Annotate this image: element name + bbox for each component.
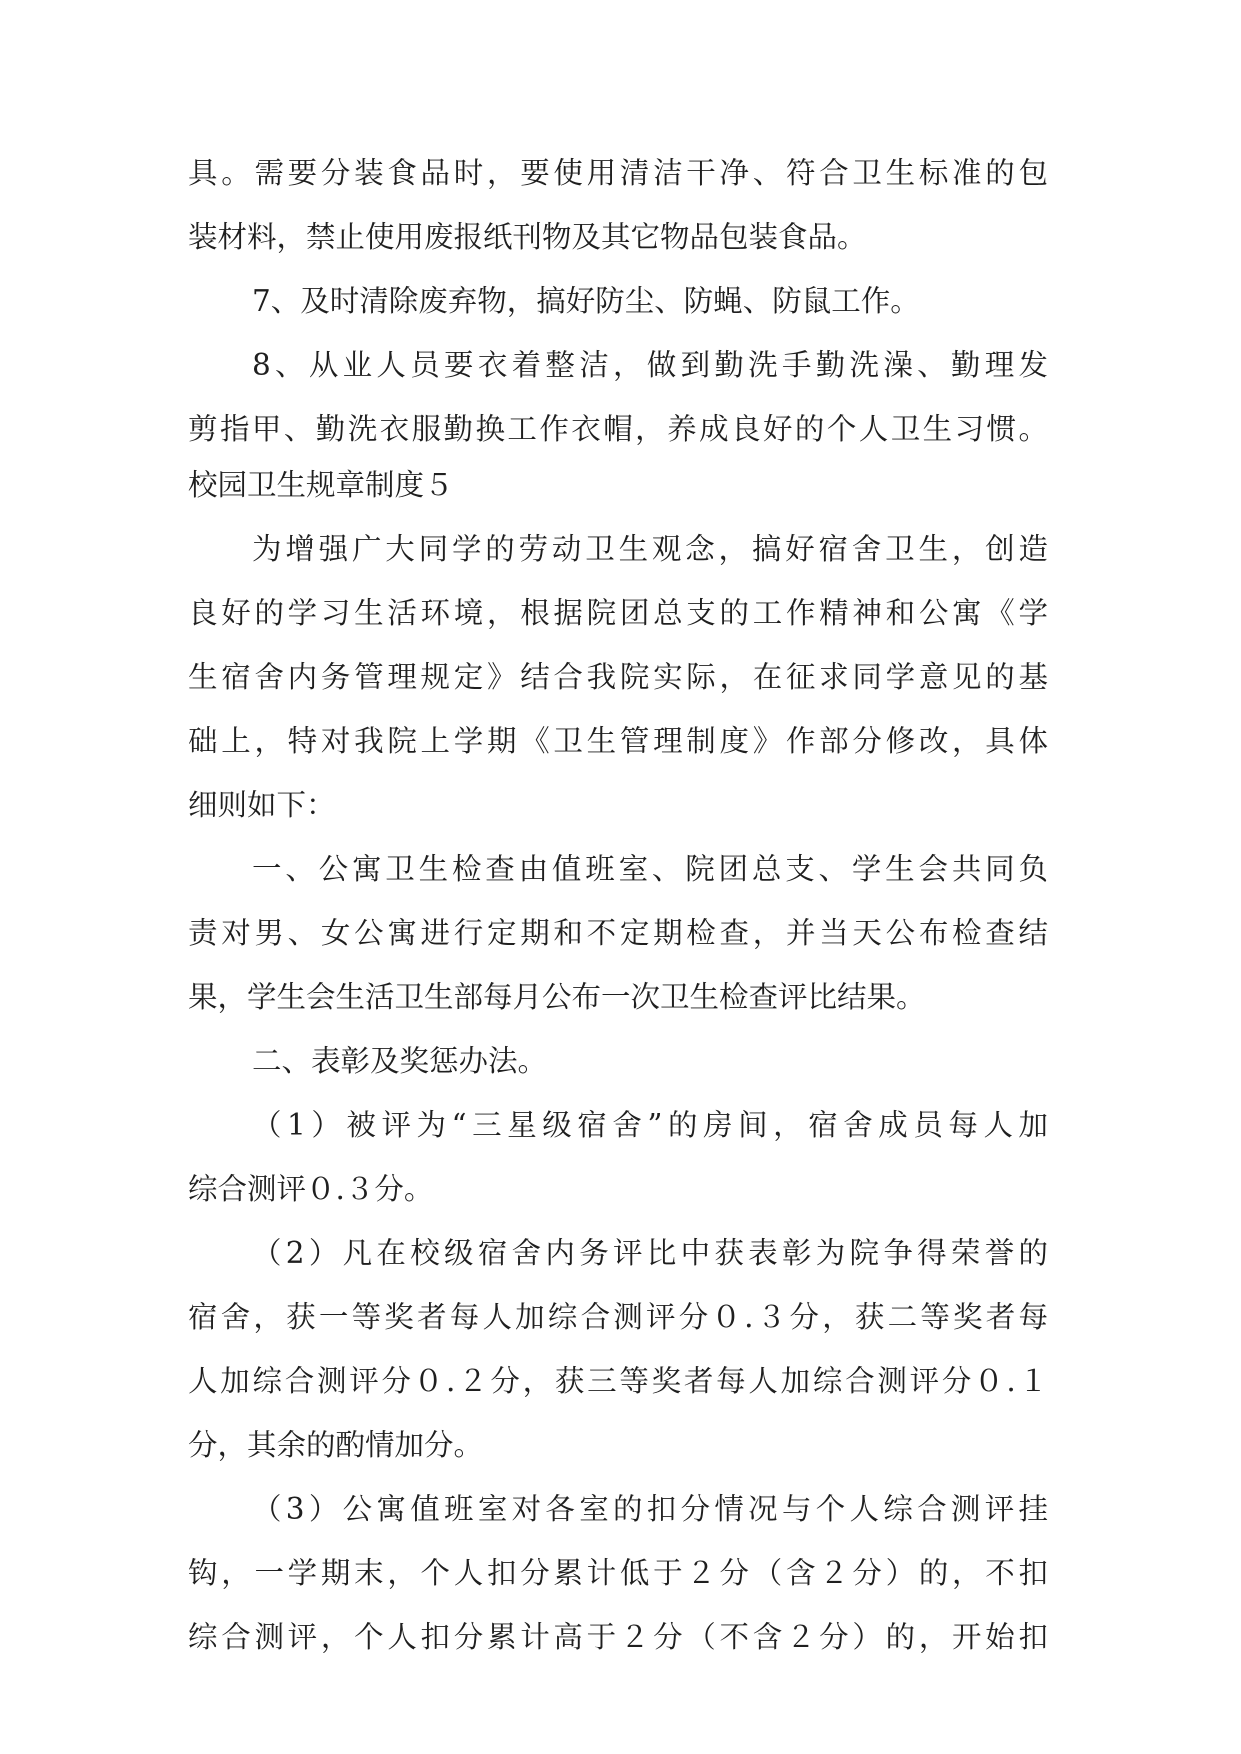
text-line: 8、从业人员要衣着整洁，做到勤洗手勤洗澡、勤理发 [252,348,1048,382]
text-line: 综合测评，个人扣分累计高于２分（不含２分）的，开始扣 [188,1620,1048,1654]
text-line: （2）凡在校级宿舍内务评比中获表彰为院争得荣誉的 [252,1236,1048,1270]
text-line: 果，学生会生活卫生部每月公布一次卫生检查评比结果。 [188,980,926,1014]
text-line: 二、表彰及奖惩办法。 [252,1044,548,1078]
document-body [188,158,1048,1652]
text-line: 责对男、女公寓进行定期和不定期检查，并当天公布检查结 [188,916,1048,950]
text-line: 钩，一学期末，个人扣分累计低于２分（含２分）的，不扣 [188,1556,1048,1590]
text-line: 为增强广大同学的劳动卫生观念，搞好宿舍卫生，创造 [252,532,1048,566]
text-line: 具。需要分装食品时，要使用清洁干净、符合卫生标准的包 [188,156,1048,190]
text-line: 良好的学习生活环境，根据院团总支的工作精神和公寓《学 [188,596,1048,630]
text-line: 人加综合测评分０.２分，获三等奖者每人加综合测评分０.１ [188,1364,1048,1398]
text-line: 装材料，禁止使用废报纸刊物及其它物品包装食品。 [188,220,867,254]
text-line: 剪指甲、勤洗衣服勤换工作衣帽，养成良好的个人卫生习惯。 [188,412,1048,446]
text-line: 一、公寓卫生检查由值班室、院团总支、学生会共同负 [252,852,1048,886]
text-line: 分，其余的酌情加分。 [188,1428,484,1462]
text-line: 细则如下： [188,788,336,822]
text-line: 础上，特对我院上学期《卫生管理制度》作部分修改，具体 [188,724,1048,758]
text-line: 生宿舍内务管理规定》结合我院实际，在征求同学意见的基 [188,660,1048,694]
text-line: 7、及时清除废弃物，搞好防尘、防蝇、防鼠工作。 [252,284,920,318]
text-line: （1）被评为“三星级宿舍”的房间，宿舍成员每人加 [252,1108,1048,1142]
section-heading: 校园卫生规章制度５ [188,468,454,502]
text-line: （3）公寓值班室对各室的扣分情况与个人综合测评挂 [252,1492,1048,1526]
text-line: 综合测评０.３分。 [188,1172,434,1206]
text-line: 宿舍，获一等奖者每人加综合测评分０.３分，获二等奖者每 [188,1300,1048,1334]
